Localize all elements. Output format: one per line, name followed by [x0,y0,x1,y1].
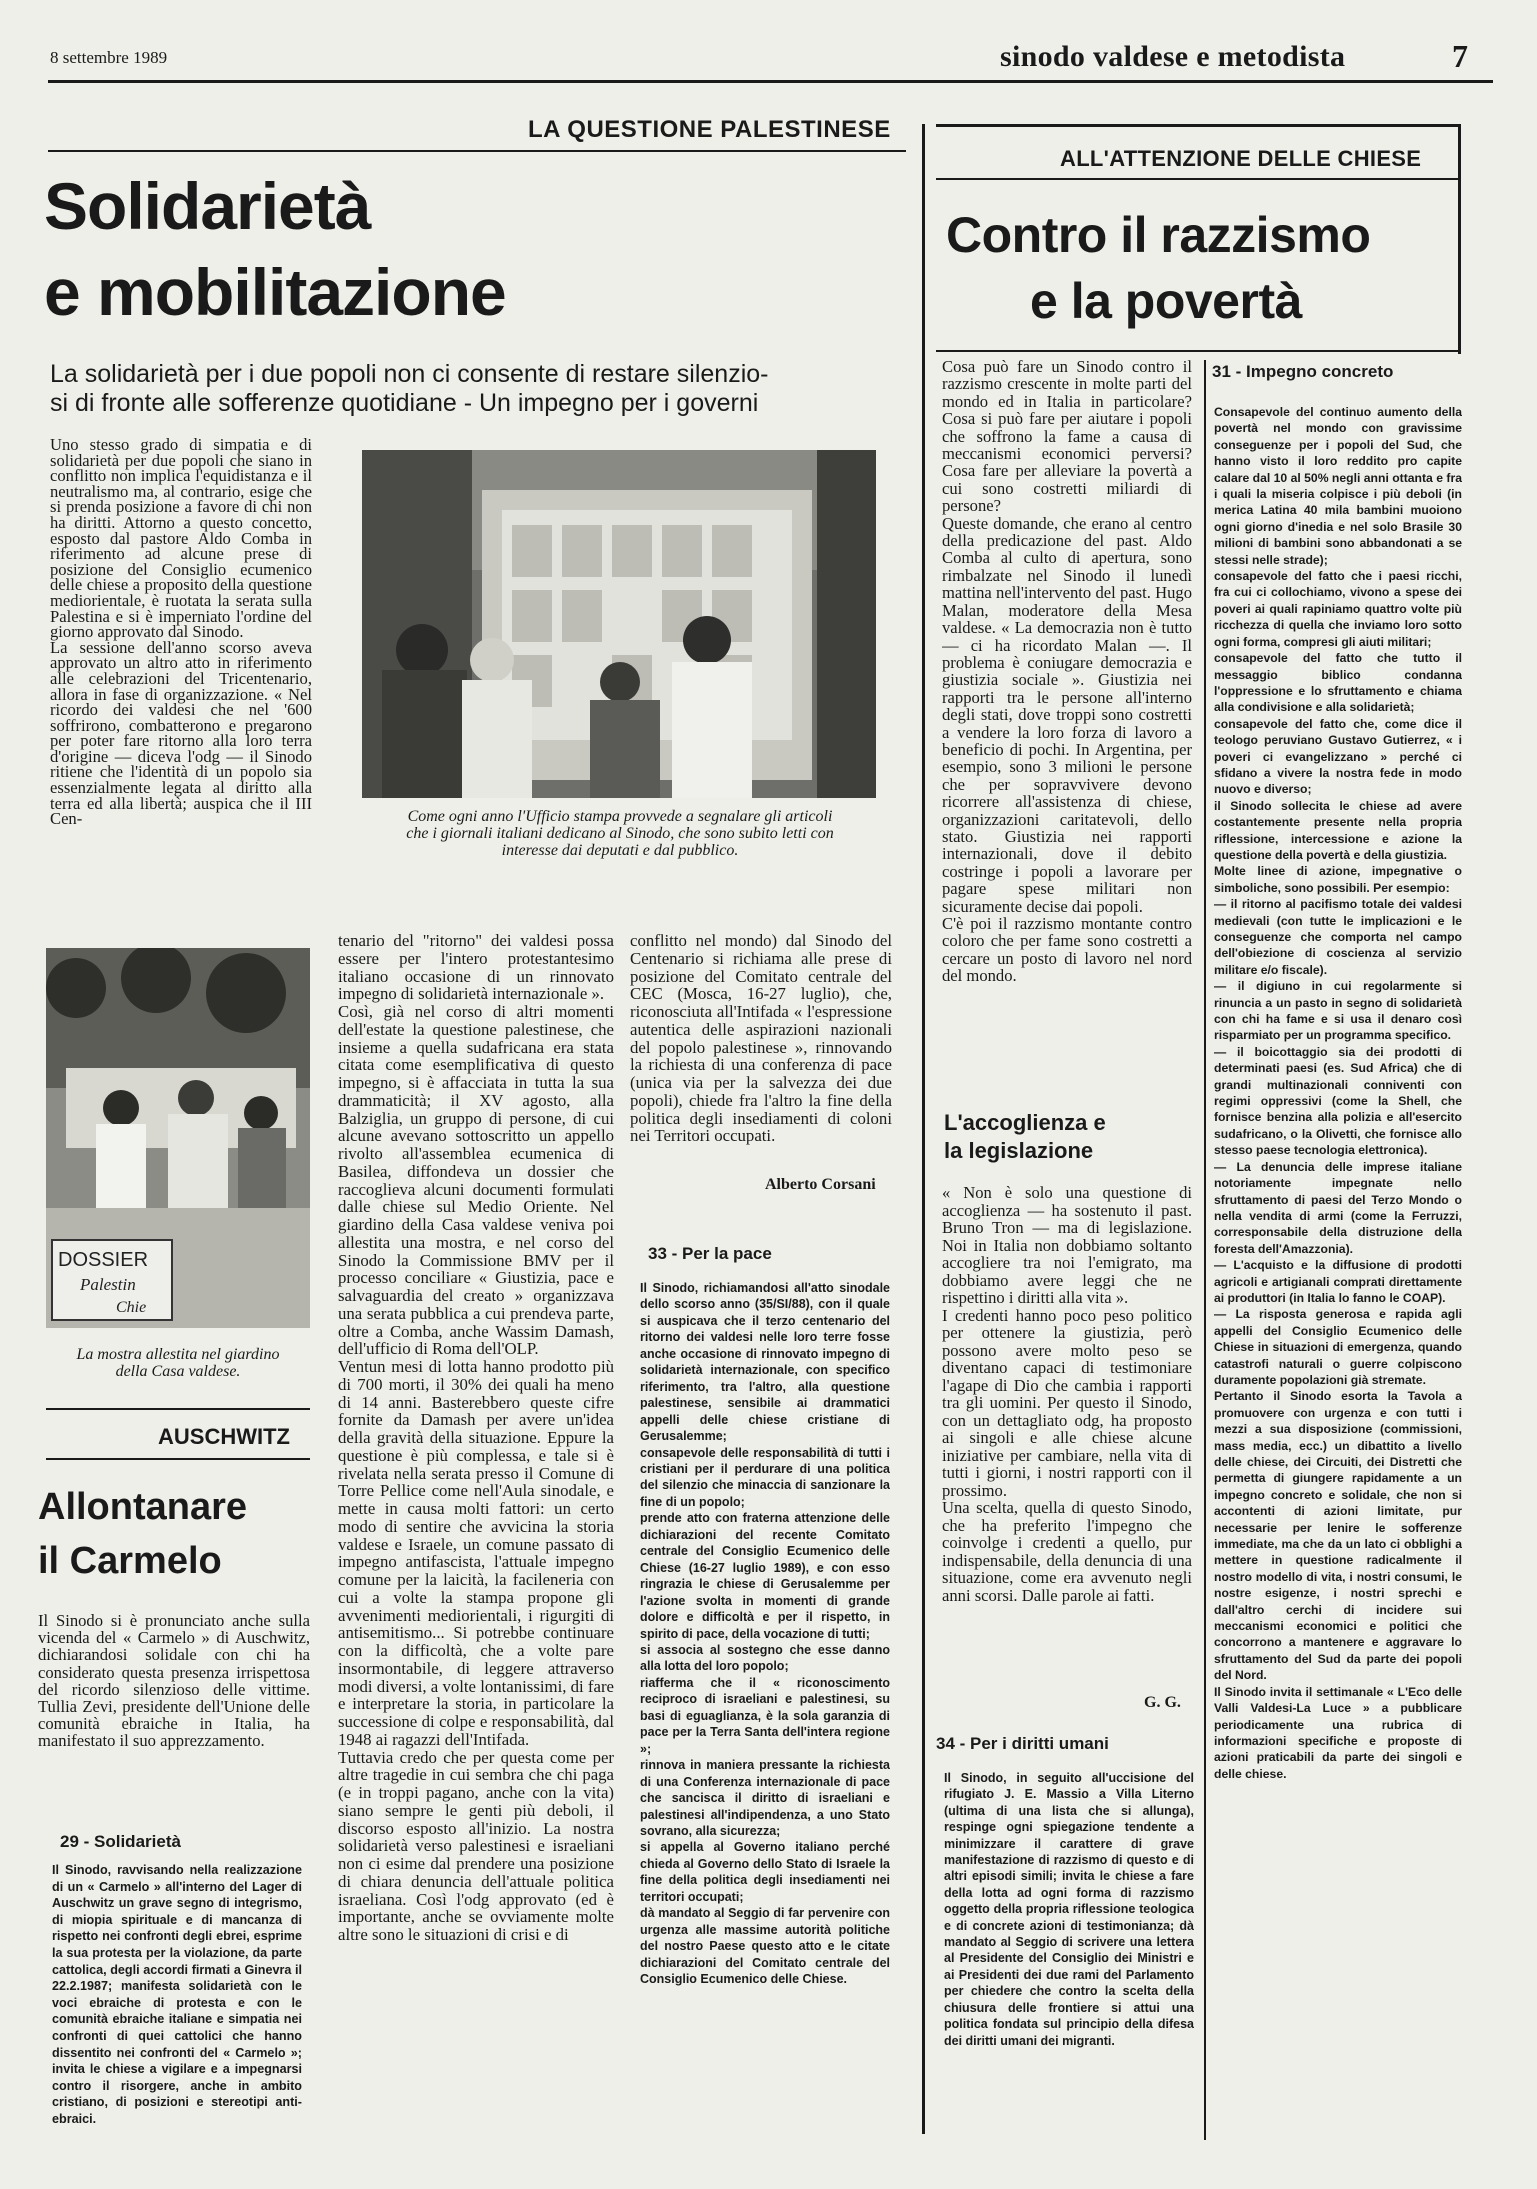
motion33-title: 33 - Per la pace [648,1244,772,1263]
right-col1-text: Cosa può fare un Sinodo contro il razzismo crescente in molte parti del mondo ed in Italia in particolare? Cosa si può fare per aiutare i popoli che soffrono la fame a causa di meccanismi economici perversi? Cosa fare per alleviare la povertà a cui sono costretti miliardi di persone? Queste domande, che erano al centro della predicazione del past. Aldo Comba al culto di apertura, sono rimbalzate nel Sinodo il lunedì mattina nell'intervento del past. Hugo Malan, moderatore della Mesa valdese. « La democrazia non è tutto — ci ha ricordato Malan —. Il problema è coniugare democrazia e giustizia sociale ». Giustizia nei rapporti tra le persone all'interno degli stati, dove troppi sono costretti a vendere la loro forza di lavoro a beneficio di pochi. In Argentina, per esempio, sono 3 milioni le persone che per sopravvivere devono ricorrere all'assistenza di chiese, organizzazioni caritatevoli, dello stato. Giustizia nei rapporti internazionali, dove il debito costringe i popoli a lavorare per pagare spese militari non sicuramente decise dai popoli. C'è poi il razzismo montante contro coloro che per fame sono costretti a cercare un posto di lavoro nel nord del mondo. [942,358,1192,986]
column-divider [922,124,925,2134]
right-title-rule [936,350,1460,352]
right-title-line2: e la povertà [1030,273,1302,329]
left-kicker: LA QUESTIONE PALESTINESE [528,116,891,143]
motion31-text: Consapevole del continuo aumento della povertà nel mondo con gravissime conseguenze per i popoli del Sud, che hanno visto il loro reddito pro capite calare dal 10 al 50% negli anni ottanta e fra i quali la miseria colpisce i più deboli (in merica Latina 40 mila bambini muoiono ogni giorno d'inedia e nel solo Brasile 30 milioni di bambini sono abbandonati a se stessi nelle strade); consapevole del fatto che i paesi ricchi, fra cui ci collochiamo, vivono a spese dei poveri ai quali rapiniamo quattro volte più ricchezza di quella che inviamo loro sotto ogni forma, compresi gli aiuti militari; consapevole del fatto che tutto il messaggio biblico condanna l'oppressione e lo sfruttamento e chiama alla condivisione e alla solidarietà; consapevole del fatto che, come dice il teologo peruviano Gustavo Gutierrez, « i poveri ci evangelizzano » perché ci sfidano a vivere la nostra fede in modo nuovo e diverso; il Sinodo sollecita le chiese ad avere costantemente presente nella propria riflessione, intercessione e azione la questione della povertà e della giustizia. Molte linee di azione, impegnative o simboliche, sono possibili. Per esempio: — il ritorno al pacifismo totale dei valdesi medievali (con tutte le implicazioni e le conseguenze che comporta nel campo dell'obiezione di coscienza al servizio militare e/o fiscale). — il digiuno in cui regolarmente si rinuncia a un pasto in segno di solidarietà con chi ha fame e si usa il denaro così risparmiato per un programma specifico. — il boicottaggio sia dei prodotti di determinati paesi (es. Sud Africa) che di grandi multinazionali conniventi con regimi oppressivi (come la Shell, che fornisce benzina alla polizia e all'esercito sudafricano, o la Olivetti, che fornisce allo stesso paese tecnologia elettronica). — La denuncia delle imprese italiane notoriamente impegnate nello sfruttamento di paesi del Terzo Mondo o nella vendita di armi (come la Ferruzzi, corresponsabile della distruzione della foresta dell'Amazzonia). — L'acquisto e la diffusione di prodotti agricoli e artigianali comprati direttamente ai produttori (in Italia lo fanno le COAP). — La risposta generosa e rapida agli appelli del Consiglio Ecumenico delle Chiese in situazioni di emergenza, quando catastrofi naturali o guerre colpiscono duramente popolazioni già stremate. Pertanto il Sinodo esorta la Tavola a promuovere con urgenza e con tutti i mezzi a sua disposizione (commissioni, mass media, ecc.) un dibattito a livello delle chiese, dei Circuiti, dei Distretti che permetta di giungere rapidamente a un impegno concreto e solidale, che non si accontenti di azioni limitate, pur necessarie per lenire le sofferenze immediate, ma che da un lato ci obblighi a mettere in questione radicalmente il nostro modello di vita, i nostri consumi, le nostre esigenze, i nostri sprechi e dall'altro cerchi di incidere sui meccanismi economici e politici che concorrono a mantenere e aggravare lo sfruttamento del Sud da parte dei popoli del Nord. Il Sinodo invita il settimanale « L'Eco delle Valli Valdesi-La Luce » a pubblicare periodicamente una rubrica di informazioni specifiche e proposte di azioni praticabili da parte dei singoli e delle chiese. [1214,405,1462,1781]
right-kicker-rule [936,178,1460,180]
right-inner-divider [1204,360,1206,2140]
auschwitz-title-line1: Allontanare [38,1486,248,1528]
auschwitz-kicker: AUSCHWITZ [158,1424,290,1449]
page-number: 7 [1452,38,1468,74]
auschwitz-text: Il Sinodo si è pronunciato anche sulla vicenda del « Carmelo » di Auschwitz, dichiarandosi solidale con chi ha considerato questa presenza irrispettosa del ricordo silenzioso delle vittime. Tullia Zevi, presidente dell'Unione delle comunità ebraiche in Italia, ha manifestato il suo apprezzamento. [38,1611,310,1751]
motion33-text: Il Sinodo, richiamandosi all'atto sinodale dello scorso anno (35/SI/88), con il quale si auspicava che il terzo centenario del ritorno dei valdesi nelle loro terre fosse anche occasione di rinnovato impegno di solidarietà internazionale, con specifico riferimento, tra l'altro, alla questione palestinese, sensibile ai drammatici appelli delle chiese cristiane di Gerusalemme; consapevole delle responsabilità di tutti i cristiani per il perdurare di una politica del silenzio che minaccia di sanzionare la fine di un popolo; prende atto con fraterna attenzione delle dichiarazioni del recente Comitato centrale del Consiglio Ecumenico delle Chiese (16-27 luglio 1989), e con esso ringrazia le chiese di Gerusalemme per l'azione svolta in momenti di grande dolore e difficoltà e per il rispetto, in spirito di pace, della vocazione di tutti; si associa al sostegno che esse danno alla lotta del loro popolo; riafferma che il « riconoscimento reciproco di israeliani e palestinesi, su basi di eguaglianza, è la sola garanzia di pace per la Terra Santa dell'intera regione »; rinnova in maniera pressante la richiesta di una Conferenza internazionale di pace che sancisca il diritto di israeliani e palestinesi all'indipendenza, a uno Stato sovrano, alla sicurezza; si appella al Governo italiano perché chieda al Governo dello Stato di Israele la fine della politica degli insediamenti nei territori occupati; dà mandato al Seggio di far pervenire con urgenza alle massime autorità politiche del nostro Paese questo atto e le citate dichiarazioni del Comitato centrale del Consiglio Ecumenico delle Chiese. [640,1281,890,1987]
photo2-caption: La mostra allestita nel giardino della Casa valdese. [76,1346,280,1380]
left-title-line1: Solidarietà [44,169,371,243]
header-rule [48,80,1493,83]
auschwitz-top-rule [46,1408,310,1410]
photo2-sign-line2: Palestin [80,1275,136,1294]
motion29-title: 29 - Solidarietà [60,1832,181,1851]
motion31-title: 31 - Impegno concreto [1212,362,1394,381]
photo2-sign-line1: DOSSIER [58,1249,149,1271]
right-subhead-line2: la legislazione [944,1138,1094,1163]
left-title-line2: e mobilitazione [44,255,506,329]
left-author: Alberto Corsani [765,1176,876,1193]
right-author: G. G. [1144,1694,1181,1711]
motion29-text: Il Sinodo, ravvisando nella realizzazione di un « Carmelo » all'interno del Lager di Auschwitz un grave segno di integrismo, di miopia spirituale e di mancanza di rispetto nei confronti degli ebrei, esprime la sua protesta per la violazione, da parte cattolica, degli accordi firmati a Ginevra il 22.2.1987; manifesta solidarietà con le voci ebraiche di protesta e con le comunità ebraiche italiane e simpatia nei confronti di quei cattolici che hanno dissentito nei confronti del « Carmelo »; invita le chiese a vigilare e a impegnarsi contro il risorgere, anche in ambito cristiano, di posizioni e stereotipi anti-ebraici. [52,1863,302,2126]
right-top-rule [936,124,1460,127]
right-subhead-line1: L'accoglienza e [944,1110,1106,1135]
publication-name: sinodo valdese e metodista [1000,40,1346,73]
auschwitz-title-line2: il Carmelo [38,1540,222,1582]
left-col2-text: tenario del "ritorno" dei valdesi possa essere per l'intero protestantesimo italiano occasione di un rinnovato impegno di solidarietà internazionale ». Così, già nel corso di altri momenti dell'estate la questione palestinese, che insieme a quella sudafricana era stata citata come esemplificativa di questo impegno, si è affacciata in tutta la sua drammaticità; il XV agosto, alla Balziglia, un gruppo di persone, di cui alcune avevano sottoscritto un appello rivolto all'assemblea ecumenica di Basilea, diffondeva un dossier che raccoglieva alcuni documenti formulati dalle chiese sul Medio Oriente. Nel giardino della Casa valdese veniva poi allestita una mostra, e nel corso del Sinodo la Commissione BMV per il processo conciliare « Giustizia, pace e salvaguardia del creato » organizzava una serata pubblica a cui prendeva parte, oltre a Comba, anche Wassim Damash, dell'ufficio di Roma dell'OLP. Ventun mesi di lotta hanno prodotto più di 700 morti, il 30% dei quali ha meno di 14 anni. Basterebbero queste cifre fornite da Damash per avere un'idea della gravità della situazione. Eppure la questione è più complessa, e tale si è rivelata nella serata presso il Comune di Torre Pellice come nell'Aula sinodale, e mette in causa molti fattori: un certo modo di sentire che avvicina la storia valdese e Israele, un comune passato di impegno antifascista, l'attuale impegno comune per la laicità, la facileneria con cui a volte la stampa propone gli avvenimenti mediorientali, i rigurgiti di antisemitismo... Si potrebbe continuare con la difficoltà, che a volte pare insormontabile, di leggere attraverso modi diversi, a volte lontanissimi, di fare e interpretare la storia, in particolare la successione di colpe e responsabilità, dal 1948 ai ragazzi dell'Intifada. Tuttavia credo che per questa come per altre tragedie in cui sembra che chi paga (e in troppi pagano, anche con la vita) siano sempre le genti più deboli, il discorso esposto all'inizio. La nostra solidarietà verso palestinesi e israeliani non ci esime dal prendere una posizione di chiara denuncia dell'attuale politica israeliana. Così l'odg approvato (ed è importante, anche se ovviamente molte altre sono le situazioni di crisi e di [338,932,614,1944]
right-title-line1: Contro il razzismo [946,207,1371,263]
right-box-border [1458,124,1461,354]
left-col1-text: Uno stesso grado di simpatia e di solidarietà per due popoli che siano in conflitto non implica l'equidistanza e il neutralismo ma, al contrario, esige che si prenda posizione a favore di chi non ha diritti. Attorno a questo concetto, esposto dal pastore Aldo Comba in riferimento ad alcune prese di posizione del Consiglio ecumenico delle chiese a proposito della questione mediorientale, è ruotata la serata sulla Palestina e si è imperniato l'ordine del giorno approvato dal Sinodo. La sessione dell'anno scorso aveva approvato un altro atto in riferimento alle celebrazioni del Tricentenario, allora in fase di organizzazione. « Nel ricordo dei valdesi che nel '600 soffrirono, combatterono e pregarono per poter fare ritorno alla loro terra d'origine — diceva l'odg — il Sinodo ritiene che l'identità di un popolo sia essenzialmente legata al diritto alla terra ed alla libertà; auspica che il III Cen- [50,437,312,829]
photo2-sign-line3: Chie [116,1299,147,1316]
left-subtitle: La solidarietà per i due popoli non ci consente di restare silenzio- si di fronte alle sofferenze quotidiane - Un impegno per i governi [50,360,769,417]
photo-exhibition-garden [46,948,310,1328]
left-col3-text: conflitto nel mondo) dal Sinodo del Centenario si richiama alle prese di posizione del Comitato centrale del CEC (Mosca, 16-27 luglio), che, riconosciuta all'Intifada « l'espressione autentica delle aspirazioni nazionali del popolo palestinese », rinnovando la richiesta di una conferenza di pace (unica via per la salvezza dei due popoli), chiede fra l'altro la fine della politica degli insediamenti di coloni nei Territori occupati. [630,931,892,1146]
motion34-title: 34 - Per i diritti umani [936,1734,1109,1753]
left-kicker-rule [48,150,906,152]
motion34-text: Il Sinodo, in seguito all'uccisione del rifugiato J. E. Massio a Villa Literno (ultima di una lista che si allunga), respinge ogni spiegazione tendente a minimizzare il carattere di grave manifestazione di razzismo di questo e di altri episodi simili; invita le chiese a fare della lotta ad ogni forma di razzismo oggetto della propria riflessione teologica e di concrete azioni di testimonianza; dà mandato al Seggio di scrivere una lettera al Presidente del Consiglio dei Ministri e ai Presidenti dei due rami del Parlamento per chiedere che contro la scelta della chiusura delle frontiere si attui una politica fondata sul principio della difesa dei diritti umani dei migranti. [944,1771,1194,2048]
right-col1-text2: « Non è solo una questione di accoglienza — ha sostenuto il past. Bruno Tron — ma di legislazione. Noi in Italia non dobbiamo soltanto accogliere tra noi l'emigrato, ma dobbiamo avere leggi che ne rispettino i diritti alla vita ». I credenti hanno poco peso politico per ottenere la giustizia, però possono avere molto peso se diventano capaci di testimoniare l'agape di Dio che cambia i rapporti tra gli uomini. Per questo il Sinodo, con un dettagliato odg, ha proposto ai singoli e alle chiese alcune iniziative per cambiare, nella vita di tutti i giorni, i nostri rapporti con il prossimo. Una scelta, quella di questo Sinodo, che ha preferito l'impegno che coinvolge i credenti a quello, pur indispensabile, della denuncia di una situazione, come era avvenuto negli anni scorsi. Dalle parole ai fatti. [942,1184,1192,1605]
header-date: 8 settembre 1989 [50,48,168,67]
auschwitz-kicker-rule [46,1458,310,1460]
photo-press-office [362,450,876,798]
photo1-caption: Come ogni anno l'Ufficio stampa provvede a segnalare gli articoli che i giornali italiani dedicano al Sinodo, che sono subito letti con interesse dai deputati e dal pubblico. [406,808,834,859]
right-kicker: ALL'ATTENZIONE DELLE CHIESE [1060,146,1422,171]
